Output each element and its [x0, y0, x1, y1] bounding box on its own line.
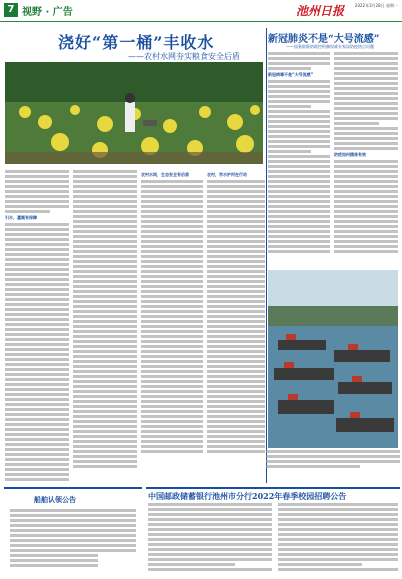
masthead-logo: 池州日报	[296, 4, 345, 18]
right-article-col2	[334, 52, 398, 266]
column-divider	[266, 28, 267, 483]
main-article-title: 浇好“第一桶”丰收水	[58, 33, 215, 52]
main-article-col3	[141, 170, 203, 482]
main-subhead-3: 农村，学水护河在行动	[207, 172, 247, 177]
main-subhead-2: 农村水网，生态安全有后盾	[141, 172, 189, 177]
right-subhead-1: 新冠病毒不是“大号流感”	[268, 72, 314, 77]
announcement-body	[10, 509, 136, 575]
main-subhead-1: 引水，灌溉有保障	[5, 215, 37, 220]
bank-ad-title: 中国邮政储蓄银行池州市分行2022年春季校园招聘公告	[148, 491, 347, 501]
boats-caption	[266, 450, 400, 470]
boats-photo	[268, 270, 398, 448]
right-article-title: 新冠肺炎不是“大号流感”	[268, 34, 380, 45]
bank-ad-col2	[278, 503, 398, 575]
right-article-col1	[268, 52, 330, 266]
dateline: 2022年3月28日 星期一	[354, 3, 398, 8]
ad-top-rule	[146, 487, 400, 489]
bank-ad-col1	[148, 503, 272, 575]
main-article-col1	[5, 170, 69, 482]
right-article-subtitle: ——国务院联防联控机制权威专家谈防疫热点问题	[286, 44, 374, 49]
main-article-col2	[73, 170, 137, 482]
section-name: 视野 · 广告	[22, 7, 73, 18]
right-subhead-3: 防疫如何精准有效	[334, 152, 366, 157]
main-article-subtitle: ——农村水网夯实粮食安全后盾	[128, 52, 240, 61]
page-number: 7	[4, 3, 18, 17]
page-header	[0, 0, 402, 22]
main-article-col4	[207, 170, 265, 482]
announcement-title: 船舶认领公告	[34, 495, 76, 504]
field-photo	[5, 62, 263, 164]
